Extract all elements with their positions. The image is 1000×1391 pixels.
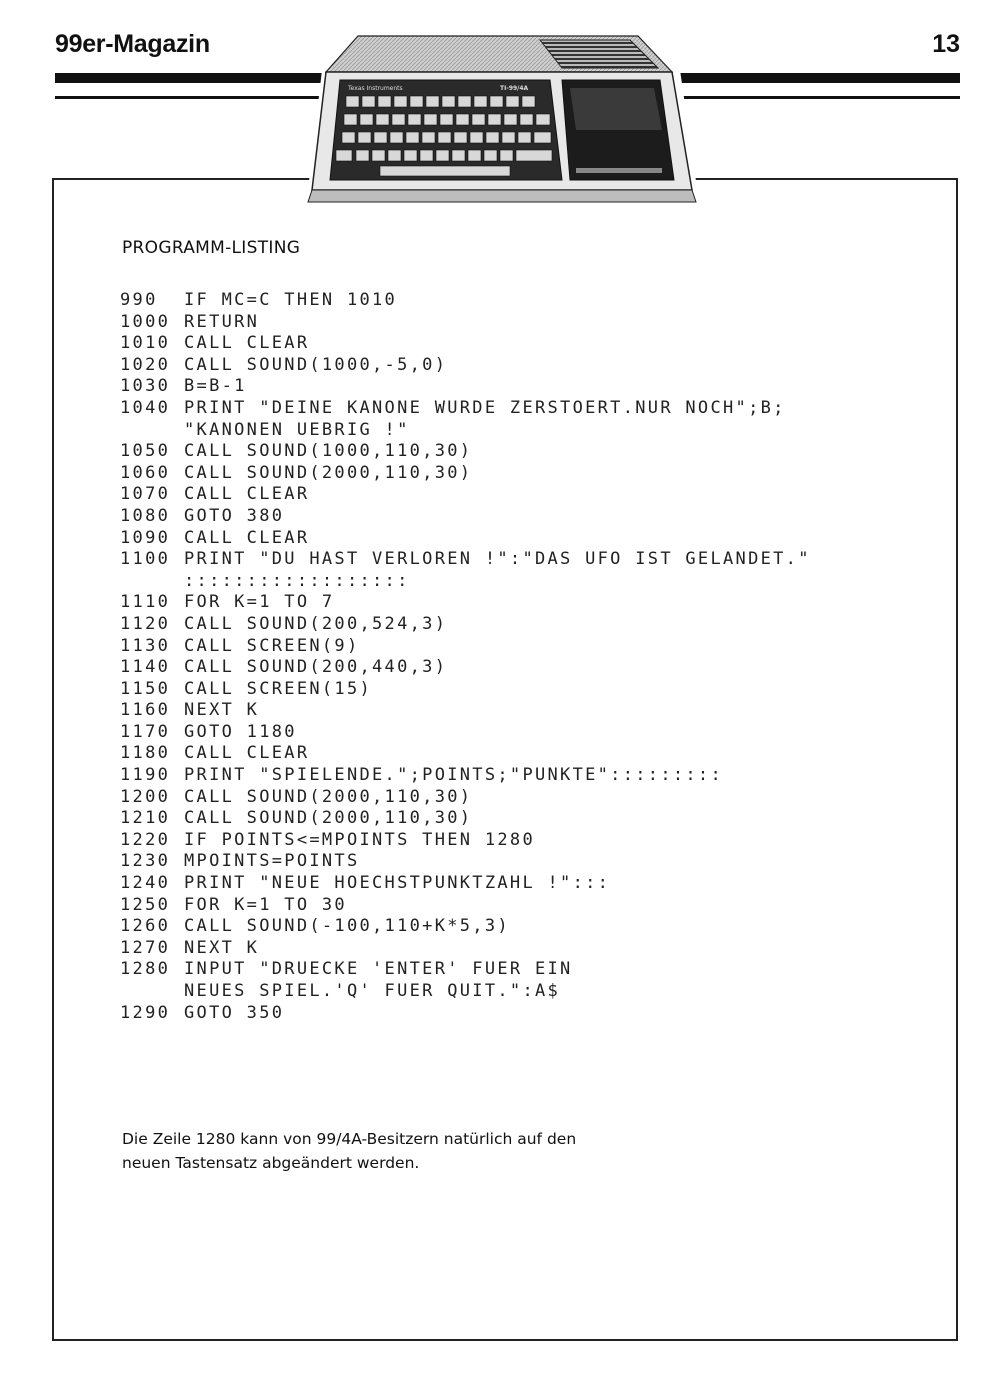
- line-statement: NEXT K: [184, 700, 260, 721]
- line-number: 1000: [120, 311, 171, 332]
- line-statement: CALL CLEAR: [184, 527, 310, 548]
- code-line: [120, 484, 920, 506]
- model-label: TI-99/4A: [500, 85, 529, 92]
- line-number: 1140: [120, 657, 171, 678]
- line-statement: CALL SOUND(200,524,3): [184, 613, 448, 634]
- code-line: [120, 333, 920, 355]
- line-number: 1020: [120, 354, 171, 375]
- section-heading: PROGRAMM-LISTING: [122, 238, 301, 258]
- line-number: 1230: [120, 851, 171, 872]
- line-statement: NEXT K: [184, 937, 260, 958]
- code-line: [120, 528, 920, 550]
- code-line: [120, 506, 920, 528]
- line-number: 1050: [120, 441, 171, 462]
- note-paragraph: [122, 1127, 682, 1175]
- code-line: [120, 938, 920, 960]
- code-line-continuation: ::::::::::::::::::: [184, 570, 410, 591]
- code-line: [120, 808, 920, 830]
- line-statement: RETURN: [184, 311, 260, 332]
- line-statement: CALL SOUND(2000,110,30): [184, 808, 473, 829]
- line-number: 1130: [120, 635, 171, 656]
- line-number: 1270: [120, 937, 171, 958]
- line-statement: GOTO 1180: [184, 721, 297, 742]
- note-line: Die Zeile 1280 kann von 99/4A-Besitzern natürlich auf den: [122, 1130, 577, 1148]
- code-line: [120, 895, 920, 917]
- line-statement: CALL CLEAR: [184, 743, 310, 764]
- line-number: 1120: [120, 613, 171, 634]
- line-statement: B=B-1: [184, 376, 247, 397]
- line-number: 1260: [120, 916, 171, 937]
- line-number: 1090: [120, 527, 171, 548]
- line-statement: CALL SOUND(1000,110,30): [184, 441, 473, 462]
- code-line: [120, 830, 920, 852]
- line-number: 1240: [120, 873, 171, 894]
- line-number: 1220: [120, 829, 171, 850]
- line-number: 1290: [120, 1002, 171, 1023]
- code-line: [120, 592, 920, 614]
- line-statement: CALL CLEAR: [184, 333, 310, 354]
- line-number: 1170: [120, 721, 171, 742]
- line-statement: CALL SCREEN(9): [184, 635, 360, 656]
- magazine-title: 99er-Magazin: [55, 30, 210, 58]
- code-line: [120, 679, 920, 701]
- code-line: [120, 376, 920, 398]
- line-number: 1160: [120, 700, 171, 721]
- line-number: 1190: [120, 765, 171, 786]
- line-statement: CALL SOUND(2000,110,30): [184, 462, 473, 483]
- code-line: [120, 722, 920, 744]
- line-statement: CALL SOUND(2000,110,30): [184, 786, 473, 807]
- line-statement: MPOINTS=POINTS: [184, 851, 360, 872]
- page-number: 13: [932, 30, 960, 58]
- line-number: 1210: [120, 808, 171, 829]
- code-line: [120, 398, 920, 420]
- code-line: [120, 657, 920, 679]
- code-line: [120, 614, 920, 636]
- line-statement: IF POINTS<=MPOINTS THEN 1280: [184, 829, 535, 850]
- program-listing: [120, 290, 920, 1024]
- line-number: 1030: [120, 376, 171, 397]
- line-statement: CALL SOUND(-100,110+K*5,3): [184, 916, 510, 937]
- line-statement: GOTO 350: [184, 1002, 285, 1023]
- line-statement: CALL SOUND(1000,-5,0): [184, 354, 448, 375]
- line-statement: CALL SOUND(200,440,3): [184, 657, 448, 678]
- line-statement: GOTO 380: [184, 505, 285, 526]
- code-line-continuation: NEUES SPIEL.'Q' FUER QUIT.":A$: [184, 981, 561, 1001]
- line-number: 1250: [120, 894, 171, 915]
- line-statement: FOR K=1 TO 30: [184, 894, 347, 915]
- code-line: [120, 700, 920, 722]
- line-statement: PRINT "SPIELENDE.";POINTS;"PUNKTE":::::::::: [184, 765, 723, 786]
- line-number: 1280: [120, 959, 171, 980]
- computer-illustration: [300, 30, 705, 212]
- line-number: 1080: [120, 505, 171, 526]
- line-number: 1070: [120, 484, 171, 505]
- code-line: [120, 959, 920, 981]
- code-line: [120, 916, 920, 938]
- code-line: [120, 312, 920, 334]
- line-number: 1010: [120, 333, 171, 354]
- line-number: 1180: [120, 743, 171, 764]
- code-line: [120, 743, 920, 765]
- code-line-continuation: "KANONEN UEBRIG !": [184, 419, 410, 440]
- line-number: 1060: [120, 462, 171, 483]
- code-line: [120, 549, 920, 571]
- code-line: [120, 441, 920, 463]
- line-number: 990: [120, 290, 158, 310]
- code-line: [120, 1003, 920, 1025]
- line-number: 1040: [120, 397, 171, 418]
- line-statement: PRINT "NEUE HOECHSTPUNKTZAHL !":::: [184, 873, 611, 894]
- line-statement: CALL SCREEN(15): [184, 678, 373, 699]
- line-number: 1150: [120, 678, 171, 699]
- note-line: neuen Tastensatz abgeändert werden.: [122, 1154, 420, 1172]
- line-number: 1100: [120, 549, 171, 570]
- code-line: [120, 851, 920, 873]
- line-statement: FOR K=1 TO 7: [184, 592, 335, 613]
- code-line: [120, 636, 920, 658]
- code-line: [120, 787, 920, 809]
- code-line: [120, 463, 920, 485]
- code-line: [120, 290, 920, 312]
- line-statement: INPUT "DRUECKE 'ENTER' FUER EIN: [184, 959, 573, 980]
- line-statement: IF MC=C THEN 1010: [184, 290, 398, 310]
- code-line: [120, 765, 920, 787]
- code-line: [120, 873, 920, 895]
- line-number: 1200: [120, 786, 171, 807]
- code-line: [120, 355, 920, 377]
- line-statement: CALL CLEAR: [184, 484, 310, 505]
- line-statement: PRINT "DU HAST VERLOREN !":"DAS UFO IST GELANDET.": [184, 549, 811, 570]
- brand-label: Texas Instruments: [348, 85, 403, 92]
- line-statement: PRINT "DEINE KANONE WURDE ZERSTOERT.NUR NOCH";B;: [184, 397, 786, 418]
- line-number: 1110: [120, 592, 171, 613]
